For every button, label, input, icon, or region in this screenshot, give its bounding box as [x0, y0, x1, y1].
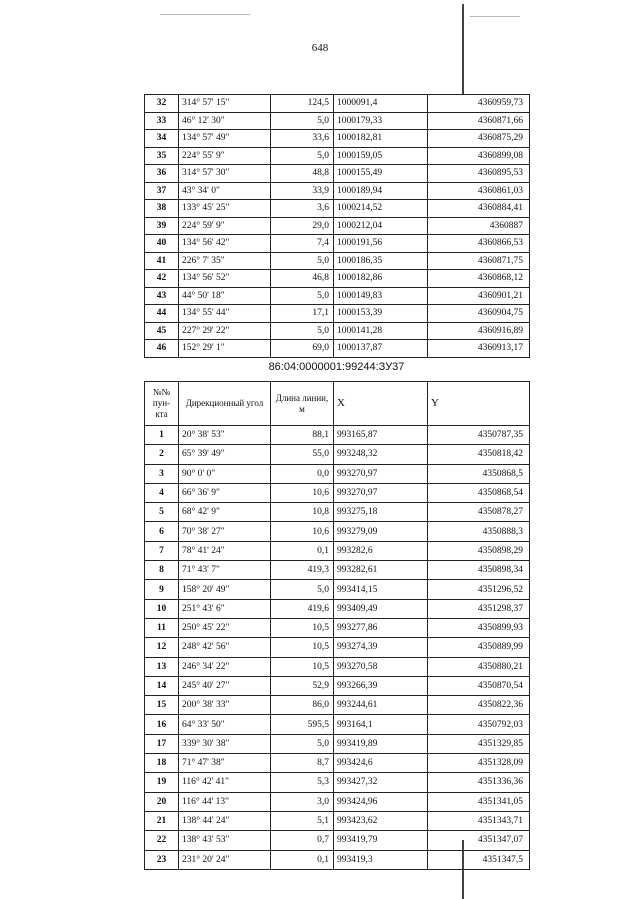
x-coordinate-cell: 1000186,35 — [334, 252, 428, 270]
length-cell: 5,0 — [271, 252, 334, 270]
x-coordinate-cell: 993279,09 — [334, 522, 428, 541]
length-cell: 46,8 — [271, 270, 334, 288]
y-coordinate-cell: 4351296,52 — [428, 580, 530, 599]
y-coordinate-cell: 4350818,42 — [428, 445, 530, 464]
bearing-cell: 65° 39' 49" — [179, 445, 271, 464]
bearing-cell: 20° 38' 53" — [179, 426, 271, 445]
bearing-cell: 134° 57' 49" — [179, 130, 271, 148]
x-coordinate-cell: 993266,39 — [334, 676, 428, 695]
length-cell: 5,0 — [271, 580, 334, 599]
y-coordinate-cell: 4350822,36 — [428, 696, 530, 715]
length-cell: 0,1 — [271, 850, 334, 869]
page-number: 648 — [311, 42, 329, 54]
y-coordinate-cell: 4350878,27 — [428, 503, 530, 522]
bearing-cell: 70° 38' 27" — [179, 522, 271, 541]
point-number-cell: 32 — [145, 95, 179, 113]
point-number-cell: 12 — [145, 638, 179, 657]
x-coordinate-cell: 993424,6 — [334, 754, 428, 773]
x-coordinate-cell: 993419,79 — [334, 831, 428, 850]
bearing-cell: 116° 42' 41" — [179, 773, 271, 792]
point-number-cell: 38 — [145, 200, 179, 218]
point-number-cell: 9 — [145, 580, 179, 599]
header-x: X — [334, 382, 428, 426]
x-coordinate-cell: 1000212,04 — [334, 217, 428, 235]
point-number-cell: 46 — [145, 340, 179, 358]
y-coordinate-cell: 4360901,21 — [428, 287, 530, 305]
length-cell: 7,4 — [271, 235, 334, 253]
x-coordinate-cell: 1000159,05 — [334, 147, 428, 165]
bearing-cell: 133° 45' 25" — [179, 200, 271, 218]
y-coordinate-cell: 4360916,89 — [428, 322, 530, 340]
length-cell: 52,9 — [271, 676, 334, 695]
y-coordinate-cell: 4351298,37 — [428, 599, 530, 618]
y-coordinate-cell: 4360887 — [428, 217, 530, 235]
y-coordinate-cell: 4360913,17 — [428, 340, 530, 358]
x-coordinate-cell: 993165,87 — [334, 426, 428, 445]
table-row — [145, 182, 530, 200]
length-cell: 55,0 — [271, 445, 334, 464]
table-row — [145, 696, 530, 715]
table-row — [145, 561, 530, 580]
table-row — [145, 522, 530, 541]
y-coordinate-cell: 4350888,3 — [428, 522, 530, 541]
y-coordinate-cell: 4351347,5 — [428, 850, 530, 869]
table-header-row — [145, 382, 530, 426]
bearing-cell: 43° 34' 0" — [179, 182, 271, 200]
bearing-cell: 246° 34' 22" — [179, 657, 271, 676]
point-number-cell: 3 — [145, 464, 179, 483]
point-number-cell: 10 — [145, 599, 179, 618]
y-coordinate-cell: 4351343,71 — [428, 811, 530, 830]
table-row — [145, 676, 530, 695]
point-number-cell: 5 — [145, 503, 179, 522]
y-coordinate-cell: 4351347,07 — [428, 831, 530, 850]
length-cell: 595,5 — [271, 715, 334, 734]
bearing-cell: 248° 42' 56" — [179, 638, 271, 657]
bearing-cell: 90° 0' 0" — [179, 464, 271, 483]
length-cell: 86,0 — [271, 696, 334, 715]
length-cell: 5,1 — [271, 811, 334, 830]
x-coordinate-cell: 1000155,49 — [334, 165, 428, 183]
point-number-cell: 14 — [145, 676, 179, 695]
table-row — [145, 165, 530, 183]
table-row — [145, 322, 530, 340]
table-row — [145, 599, 530, 618]
point-number-cell: 7 — [145, 541, 179, 560]
bearing-cell: 339° 30' 38" — [179, 734, 271, 753]
x-coordinate-cell: 1000214,52 — [334, 200, 428, 218]
table-row — [145, 464, 530, 483]
x-coordinate-cell: 1000137,87 — [334, 340, 428, 358]
point-number-cell: 21 — [145, 811, 179, 830]
point-number-cell: 15 — [145, 696, 179, 715]
scan-smudge — [470, 16, 520, 17]
point-number-cell: 40 — [145, 235, 179, 253]
point-number-cell: 45 — [145, 322, 179, 340]
y-coordinate-cell: 4350870,54 — [428, 676, 530, 695]
x-coordinate-cell: 993423,62 — [334, 811, 428, 830]
bearing-cell: 227° 29' 22" — [179, 322, 271, 340]
length-cell: 0,7 — [271, 831, 334, 850]
length-cell: 419,3 — [271, 561, 334, 580]
point-number-cell: 34 — [145, 130, 179, 148]
header-line-length: Длина линии, м — [271, 382, 334, 426]
length-cell: 88,1 — [271, 426, 334, 445]
bearing-cell: 250° 45' 22" — [179, 618, 271, 637]
bearing-cell: 314° 57' 15" — [179, 95, 271, 113]
point-number-cell: 36 — [145, 165, 179, 183]
bearing-cell: 44° 50' 18" — [179, 287, 271, 305]
length-cell: 3,0 — [271, 792, 334, 811]
point-number-cell: 17 — [145, 734, 179, 753]
header-point-number: №№ пун-кта — [145, 382, 179, 426]
y-coordinate-cell: 4350898,34 — [428, 561, 530, 580]
table-row — [145, 792, 530, 811]
bearing-cell: 224° 55' 9" — [179, 147, 271, 165]
coordinates-table-continued — [144, 94, 530, 358]
length-cell: 10,8 — [271, 503, 334, 522]
point-number-cell: 35 — [145, 147, 179, 165]
x-coordinate-cell: 1000149,83 — [334, 287, 428, 305]
point-number-cell: 13 — [145, 657, 179, 676]
length-cell: 10,6 — [271, 483, 334, 502]
table-row — [145, 754, 530, 773]
y-coordinate-cell: 4350899,93 — [428, 618, 530, 637]
length-cell: 69,0 — [271, 340, 334, 358]
y-coordinate-cell: 4351328,09 — [428, 754, 530, 773]
bearing-cell: 152° 29' 1" — [179, 340, 271, 358]
y-coordinate-cell: 4360875,29 — [428, 130, 530, 148]
x-coordinate-cell: 993270,97 — [334, 483, 428, 502]
length-cell: 5,0 — [271, 287, 334, 305]
table-row — [145, 235, 530, 253]
point-number-cell: 16 — [145, 715, 179, 734]
bearing-cell: 251° 43' 6" — [179, 599, 271, 618]
x-coordinate-cell: 993419,89 — [334, 734, 428, 753]
y-coordinate-cell: 4360868,12 — [428, 270, 530, 288]
table-row — [145, 831, 530, 850]
header-bearing: Дирекционный угол — [179, 382, 271, 426]
table-row — [145, 580, 530, 599]
length-cell: 5,3 — [271, 773, 334, 792]
bearing-cell: 71° 43' 7" — [179, 561, 271, 580]
table-row — [145, 811, 530, 830]
table-row — [145, 217, 530, 235]
x-coordinate-cell: 993244,61 — [334, 696, 428, 715]
y-coordinate-cell: 4360866,53 — [428, 235, 530, 253]
y-coordinate-cell: 4350880,21 — [428, 657, 530, 676]
scan-smudge — [160, 14, 250, 15]
x-coordinate-cell: 993424,96 — [334, 792, 428, 811]
length-cell: 10,6 — [271, 522, 334, 541]
bearing-cell: 134° 56' 42" — [179, 235, 271, 253]
y-coordinate-cell: 4360904,75 — [428, 305, 530, 323]
point-number-cell: 11 — [145, 618, 179, 637]
y-coordinate-cell: 4350792,03 — [428, 715, 530, 734]
point-number-cell: 23 — [145, 850, 179, 869]
x-coordinate-cell: 993414,15 — [334, 580, 428, 599]
y-coordinate-cell: 4350868,54 — [428, 483, 530, 502]
point-number-cell: 1 — [145, 426, 179, 445]
bearing-cell: 158° 20' 49" — [179, 580, 271, 599]
x-coordinate-cell: 993282,61 — [334, 561, 428, 580]
length-cell: 0,1 — [271, 541, 334, 560]
table-row — [145, 112, 530, 130]
length-cell: 48,8 — [271, 165, 334, 183]
point-number-cell: 18 — [145, 754, 179, 773]
bearing-cell: 46° 12' 30" — [179, 112, 271, 130]
table-row — [145, 657, 530, 676]
y-coordinate-cell: 4360871,66 — [428, 112, 530, 130]
bearing-cell: 64° 33' 50" — [179, 715, 271, 734]
bearing-cell: 245° 40' 27" — [179, 676, 271, 695]
x-coordinate-cell: 1000191,56 — [334, 235, 428, 253]
table-row — [145, 147, 530, 165]
point-number-cell: 39 — [145, 217, 179, 235]
table-row — [145, 252, 530, 270]
x-coordinate-cell: 993270,97 — [334, 464, 428, 483]
point-number-cell: 42 — [145, 270, 179, 288]
length-cell: 5,0 — [271, 112, 334, 130]
x-coordinate-cell: 993275,18 — [334, 503, 428, 522]
y-coordinate-cell: 4360899,08 — [428, 147, 530, 165]
bearing-cell: 71° 47' 38" — [179, 754, 271, 773]
y-coordinate-cell: 4351336,36 — [428, 773, 530, 792]
length-cell: 10,5 — [271, 657, 334, 676]
table-row — [145, 715, 530, 734]
bearing-cell: 138° 44' 24" — [179, 811, 271, 830]
length-cell: 33,6 — [271, 130, 334, 148]
y-coordinate-cell: 4360884,41 — [428, 200, 530, 218]
x-coordinate-cell: 1000153,39 — [334, 305, 428, 323]
length-cell: 3,6 — [271, 200, 334, 218]
length-cell: 8,7 — [271, 754, 334, 773]
x-coordinate-cell: 993274,39 — [334, 638, 428, 657]
table-row — [145, 618, 530, 637]
bearing-cell: 200° 38' 33" — [179, 696, 271, 715]
length-cell: 10,5 — [271, 638, 334, 657]
x-coordinate-cell: 1000182,86 — [334, 270, 428, 288]
length-cell: 17,1 — [271, 305, 334, 323]
length-cell: 0,0 — [271, 464, 334, 483]
x-coordinate-cell: 1000182,81 — [334, 130, 428, 148]
length-cell: 5,0 — [271, 322, 334, 340]
point-number-cell: 19 — [145, 773, 179, 792]
table-row — [145, 95, 530, 113]
table-row — [145, 305, 530, 323]
point-number-cell: 41 — [145, 252, 179, 270]
table-row — [145, 638, 530, 657]
length-cell: 29,0 — [271, 217, 334, 235]
bearing-cell: 68° 42' 9" — [179, 503, 271, 522]
x-coordinate-cell: 1000179,33 — [334, 112, 428, 130]
table-row — [145, 850, 530, 869]
point-number-cell: 2 — [145, 445, 179, 464]
bearing-cell: 134° 56' 52" — [179, 270, 271, 288]
bearing-cell: 226° 7' 35" — [179, 252, 271, 270]
point-number-cell: 4 — [145, 483, 179, 502]
length-cell: 124,5 — [271, 95, 334, 113]
bearing-cell: 231° 20' 24" — [179, 850, 271, 869]
table-row — [145, 340, 530, 358]
table-row — [145, 483, 530, 502]
length-cell: 33,9 — [271, 182, 334, 200]
y-coordinate-cell: 4350898,29 — [428, 541, 530, 560]
point-number-cell: 6 — [145, 522, 179, 541]
x-coordinate-cell: 993270,58 — [334, 657, 428, 676]
point-number-cell: 20 — [145, 792, 179, 811]
y-coordinate-cell: 4360959,73 — [428, 95, 530, 113]
cadastral-number: 86:04:0000001:99244:ЗУ37 — [268, 361, 405, 373]
table-row — [145, 445, 530, 464]
y-coordinate-cell: 4360871,75 — [428, 252, 530, 270]
table-row — [145, 270, 530, 288]
bearing-cell: 66° 36' 9" — [179, 483, 271, 502]
table-row — [145, 541, 530, 560]
bearing-cell: 116° 44' 13" — [179, 792, 271, 811]
y-coordinate-cell: 4351341,05 — [428, 792, 530, 811]
point-number-cell: 22 — [145, 831, 179, 850]
table-row — [145, 734, 530, 753]
length-cell: 5,0 — [271, 147, 334, 165]
coordinates-table — [144, 381, 530, 870]
length-cell: 5,0 — [271, 734, 334, 753]
y-coordinate-cell: 4351329,85 — [428, 734, 530, 753]
point-number-cell: 8 — [145, 561, 179, 580]
table-row — [145, 503, 530, 522]
x-coordinate-cell: 1000091,4 — [334, 95, 428, 113]
point-number-cell: 37 — [145, 182, 179, 200]
bearing-cell: 314° 57' 30" — [179, 165, 271, 183]
y-coordinate-cell: 4360895,53 — [428, 165, 530, 183]
y-coordinate-cell: 4350787,35 — [428, 426, 530, 445]
table-row — [145, 426, 530, 445]
length-cell: 10,5 — [271, 618, 334, 637]
x-coordinate-cell: 993248,32 — [334, 445, 428, 464]
x-coordinate-cell: 993409,49 — [334, 599, 428, 618]
header-y: Y — [428, 382, 530, 426]
table-row — [145, 200, 530, 218]
x-coordinate-cell: 1000141,28 — [334, 322, 428, 340]
length-cell: 419,6 — [271, 599, 334, 618]
y-coordinate-cell: 4350889,99 — [428, 638, 530, 657]
x-coordinate-cell: 1000189,94 — [334, 182, 428, 200]
x-coordinate-cell: 993419,3 — [334, 850, 428, 869]
table-row — [145, 130, 530, 148]
bearing-cell: 78° 41' 24" — [179, 541, 271, 560]
table-row — [145, 287, 530, 305]
bearing-cell: 138° 43' 53" — [179, 831, 271, 850]
point-number-cell: 33 — [145, 112, 179, 130]
y-coordinate-cell: 4360861,03 — [428, 182, 530, 200]
x-coordinate-cell: 993164,1 — [334, 715, 428, 734]
point-number-cell: 43 — [145, 287, 179, 305]
bearing-cell: 224° 59' 9" — [179, 217, 271, 235]
x-coordinate-cell: 993282,6 — [334, 541, 428, 560]
x-coordinate-cell: 993427,32 — [334, 773, 428, 792]
y-coordinate-cell: 4350868,5 — [428, 464, 530, 483]
bearing-cell: 134° 55' 44" — [179, 305, 271, 323]
point-number-cell: 44 — [145, 305, 179, 323]
x-coordinate-cell: 993277,86 — [334, 618, 428, 637]
table-row — [145, 773, 530, 792]
